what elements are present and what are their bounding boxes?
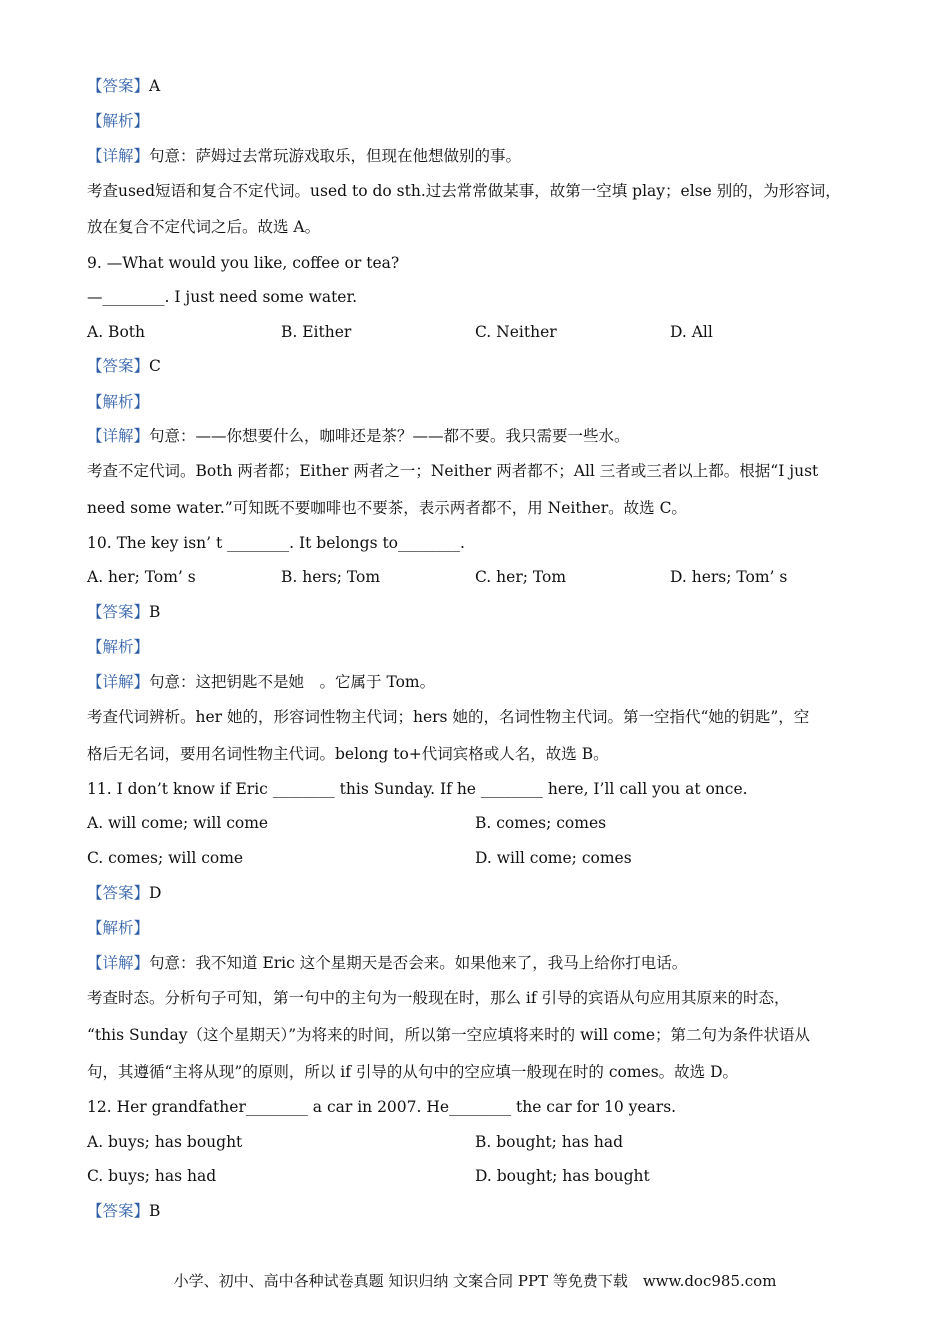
detail-text: 句意：我不知道 Eric 这个星期天是否会来。如果他来了，我马上给你打电话。 (149, 954, 688, 972)
answer-line (87, 883, 161, 903)
option-c: C. comes; will come (87, 849, 244, 867)
option-b: B. comes; comes (475, 814, 607, 832)
detail-line (87, 672, 435, 692)
option-a: A. Both (87, 323, 145, 341)
question-stem: 9. —What would you like, coffee or tea? (87, 254, 400, 272)
answer-value: C (149, 357, 161, 375)
explanation-line: need some water.”可知既不要咖啡也不要茶，表示两者都不，用 Neither。故选 C。 (87, 499, 687, 517)
detail-text: 句意：这把钥匙不是她 。它属于 Tom。 (149, 673, 436, 691)
option-a: A. will come; will come (87, 814, 269, 832)
question-stem: 11. I don’t know if Eric ________ this Sunday. If he ________ here, I’ll call you at once. (87, 780, 748, 798)
option-c: C. buys; has had (87, 1167, 217, 1185)
answer-line (87, 602, 160, 622)
answer-value: B (149, 1202, 161, 1220)
question-stem: 12. Her grandfather________ a car in 2007. He________ the car for 10 years. (87, 1098, 677, 1116)
answer-value: B (149, 603, 161, 621)
explanation-line: 格后无名词，要用名词性物主代词。belong to+代词宾格或人名，故选 B。 (87, 745, 609, 763)
explanation-line: “this Sunday（这个星期天）”为将来的时间，所以第一空应填将来时的 will come；第二句为条件状语从 (87, 1026, 811, 1044)
option-d: D. bought; has bought (475, 1167, 650, 1185)
detail-tag: 【详解】 (87, 954, 150, 972)
explanation-line: 考查不定代词。Both 两者都；Either 两者之一；Neither 两者都不；All 三者或三者以上都。根据“I just (87, 462, 819, 480)
detail-tag: 【详解】 (87, 673, 150, 691)
question-stem: 10. The key isn’ t ________. It belongs to________. (87, 534, 465, 552)
explanation-line: 考查used短语和复合不定代词。used to do sth.过去常常做某事，故第一空填 play；else 别的，为形容词， (87, 182, 841, 200)
detail-tag: 【详解】 (87, 427, 150, 445)
option-b: B. hers; Tom (281, 568, 381, 586)
answer-line (87, 1201, 160, 1221)
detail-tag: 【详解】 (87, 147, 150, 165)
answer-tag: 【答案】 (87, 884, 150, 902)
answer-tag: 【答案】 (87, 1202, 150, 1220)
explanation-line: 放在复合不定代词之后。故选 A。 (87, 218, 321, 236)
answer-tag: 【答案】 (87, 77, 150, 95)
explanation-line: 句，其遵循“主将从现”的原则，所以 if 引导的从句中的空应填一般现在时的 comes。故选 D。 (87, 1063, 739, 1081)
page-footer: 小学、初中、高中各种试卷真题 知识归纳 文案合同 PPT 等免费下载 www.doc985.com (173, 1272, 777, 1290)
option-b: B. bought; has had (475, 1133, 624, 1151)
option-d: D. hers; Tom’ s (670, 568, 788, 586)
explanation-line: 考查代词辨析。her 她的，形容词性物主代词；hers 她的，名词性物主代词。第一空指代“她的钥匙”，空 (87, 708, 810, 726)
analysis-tag: 【解析】 (87, 919, 150, 937)
detail-line (87, 953, 687, 973)
analysis-tag: 【解析】 (87, 112, 150, 130)
option-a: A. buys; has bought (87, 1133, 243, 1151)
answer-tag: 【答案】 (87, 357, 150, 375)
question-stem: —________. I just need some water. (87, 288, 358, 306)
explanation-line: 考查时态。分析句子可知，第一句中的主句为一般现在时，那么 if 引导的宾语从句应用其原来的时态， (87, 989, 790, 1007)
answer-line (87, 356, 161, 376)
detail-text: 句意：——你想要什么，咖啡还是茶？——都不要。我只需要一些水。 (149, 427, 630, 445)
option-c: C. her; Tom (475, 568, 567, 586)
detail-text: 句意：萨姆过去常玩游戏取乐，但现在他想做别的事。 (149, 147, 522, 165)
answer-tag: 【答案】 (87, 603, 150, 621)
analysis-tag: 【解析】 (87, 638, 150, 656)
analysis-tag: 【解析】 (87, 393, 150, 411)
detail-line (87, 146, 521, 166)
option-d: D. will come; comes (475, 849, 632, 867)
option-c: C. Neither (475, 323, 557, 341)
option-b: B. Either (281, 323, 352, 341)
answer-line (87, 76, 160, 96)
detail-line (87, 426, 630, 446)
option-a: A. her; Tom’ s (87, 568, 196, 586)
answer-value: D (149, 884, 162, 902)
option-d: D. All (670, 323, 713, 341)
answer-value: A (149, 77, 161, 95)
